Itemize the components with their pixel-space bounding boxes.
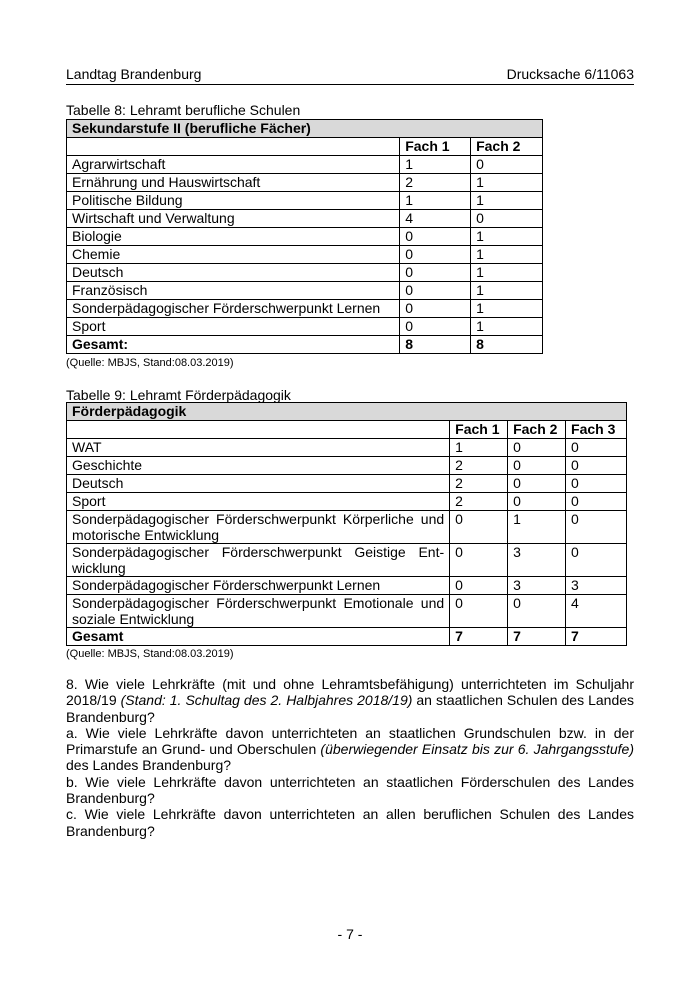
cell: 1	[471, 228, 543, 246]
table-row	[67, 457, 627, 475]
row-label: Biologie	[67, 228, 400, 246]
question-8: 8. Wie viele Lehrkräfte (mit und ohne Lehramtsbefähigung) unterrichteten im Schuljahr 2018/19 (Stand: 1. Schultag des 2. Halbjahres 2018/19) an staatlichen Schulen des Landes Brandenburg?	[66, 676, 635, 725]
cell: 2	[400, 174, 471, 192]
cell: 1	[471, 192, 543, 210]
table8-header-row	[67, 138, 543, 156]
cell: 2	[450, 475, 508, 493]
cell: 0	[450, 595, 508, 628]
table-row	[67, 318, 543, 336]
total-cell: 7	[508, 628, 566, 646]
cell: 0	[566, 493, 627, 511]
total-label: Gesamt:	[67, 336, 400, 354]
cell: 0	[566, 457, 627, 475]
cell: 0	[471, 210, 543, 228]
table9-total-row	[67, 628, 627, 646]
table-row	[67, 300, 543, 318]
total-cell: 7	[450, 628, 508, 646]
row-label-line1: Sonderpädagogischer Förderschwerpunkt Körperliche und	[72, 511, 445, 527]
cell: 1	[400, 156, 471, 174]
row-label: WAT	[67, 439, 450, 457]
table8-caption: Tabelle 8: Lehramt berufliche Schulen	[66, 102, 301, 118]
table-row	[67, 228, 543, 246]
table-row	[67, 174, 543, 192]
cell: 1	[508, 511, 566, 544]
table8-section: Sekundarstufe II (berufliche Fächer)	[67, 120, 543, 138]
cell: 0	[566, 439, 627, 457]
table-row	[67, 192, 543, 210]
cell: 1	[471, 174, 543, 192]
cell: 3	[566, 577, 627, 595]
row-label-line2: soziale Entwicklung	[72, 611, 195, 627]
page-number: - 7 -	[337, 926, 363, 942]
cell: 0	[400, 228, 471, 246]
column-header: Fach 1	[400, 138, 471, 156]
cell: 4	[400, 210, 471, 228]
row-label: Wirtschaft und Verwaltung	[67, 210, 400, 228]
table9-source: (Quelle: MBJS, Stand:08.03.2019)	[66, 648, 234, 660]
table-row	[67, 156, 543, 174]
total-cell: 7	[566, 628, 627, 646]
cell: 1	[471, 282, 543, 300]
total-cell: 8	[400, 336, 471, 354]
cell: 0	[566, 544, 627, 577]
table-row	[67, 210, 543, 228]
table-row	[67, 264, 543, 282]
table-row	[67, 544, 627, 577]
cell: 2	[450, 457, 508, 475]
table-row	[67, 475, 627, 493]
cell: 0	[400, 246, 471, 264]
cell: 0	[450, 544, 508, 577]
row-label: Deutsch	[67, 264, 400, 282]
cell: 1	[471, 318, 543, 336]
cell: 1	[400, 192, 471, 210]
row-label: Französisch	[67, 282, 400, 300]
table8-source: (Quelle: MBJS, Stand:08.03.2019)	[66, 357, 234, 369]
cell: 3	[508, 577, 566, 595]
row-label	[67, 511, 450, 544]
total-label: Gesamt	[67, 628, 450, 646]
column-header: Fach 2	[471, 138, 543, 156]
table8-total-row	[67, 336, 543, 354]
question-8c: c. Wie viele Lehrkräfte davon unterrichteten an allen beruflichen Schulen des Landes Brandenburg?	[66, 806, 634, 839]
row-label: Sonderpädagogischer Förderschwerpunkt Lernen	[67, 300, 400, 318]
row-label	[67, 595, 450, 628]
cell: 3	[508, 544, 566, 577]
column-header: Fach 2	[508, 421, 566, 439]
cell: 0	[508, 595, 566, 628]
cell: 2	[450, 493, 508, 511]
table-row	[67, 595, 627, 628]
cell: 0	[400, 264, 471, 282]
page-header	[66, 66, 634, 85]
table-row	[67, 493, 627, 511]
header-left: Landtag Brandenburg	[66, 66, 202, 82]
table9	[66, 402, 627, 646]
header-right: Drucksache 6/11063	[506, 66, 634, 82]
cell: 1	[471, 300, 543, 318]
table9-header-row	[67, 421, 627, 439]
row-label: Deutsch	[67, 475, 450, 493]
table-row	[67, 577, 627, 595]
table-row	[67, 282, 543, 300]
row-label: Ernährung und Hauswirtschaft	[67, 174, 400, 192]
row-label	[67, 544, 450, 577]
cell: 0	[400, 282, 471, 300]
total-cell: 8	[471, 336, 543, 354]
cell: 0	[400, 300, 471, 318]
table-row	[67, 511, 627, 544]
table9-section: Förderpädagogik	[67, 403, 627, 421]
cell: 1	[450, 439, 508, 457]
question-block	[66, 676, 634, 839]
row-label-line2: motorische Entwicklung	[72, 527, 220, 543]
row-label: Sport	[67, 493, 450, 511]
column-header: Fach 3	[566, 421, 627, 439]
column-header: Fach 1	[450, 421, 508, 439]
row-label: Chemie	[67, 246, 400, 264]
cell: 0	[450, 511, 508, 544]
row-label: Sonderpädagogischer Förderschwerpunkt Lernen	[67, 577, 450, 595]
cell: 0	[508, 439, 566, 457]
table-row	[67, 439, 627, 457]
row-label: Sport	[67, 318, 400, 336]
cell: 1	[471, 246, 543, 264]
row-label-line2: wicklung	[72, 560, 126, 576]
table9-caption: Tabelle 9: Lehramt Förderpädagogik	[66, 387, 291, 403]
row-label: Geschichte	[67, 457, 450, 475]
cell: 0	[508, 475, 566, 493]
cell: 0	[400, 318, 471, 336]
table-row	[67, 246, 543, 264]
cell: 0	[508, 457, 566, 475]
cell: 0	[471, 156, 543, 174]
row-label-line1: Sonderpädagogischer Förderschwerpunkt Geistige Ent-	[72, 544, 445, 560]
cell: 0	[508, 493, 566, 511]
cell: 0	[450, 577, 508, 595]
cell: 0	[566, 511, 627, 544]
row-label: Agrarwirtschaft	[67, 156, 400, 174]
question-8b: b. Wie viele Lehrkräfte davon unterrichteten an staatlichen Förderschulen des Landes Brandenburg?	[66, 773, 634, 807]
cell: 0	[566, 475, 627, 493]
question-8a: a. Wie viele Lehrkräfte davon unterrichteten an staatlichen Grundschulen bzw. in der Primarstufe an Grund- und Oberschulen (überwiegender Einsatz bis zur 6. Jahrgangsstufe) des Landes Brandenburg?	[66, 724, 634, 774]
row-label-line1: Sonderpädagogischer Förderschwerpunkt Emotionale und	[72, 595, 445, 611]
table8	[66, 119, 543, 354]
row-label: Politische Bildung	[67, 192, 400, 210]
cell: 1	[471, 264, 543, 282]
cell: 4	[566, 595, 627, 628]
